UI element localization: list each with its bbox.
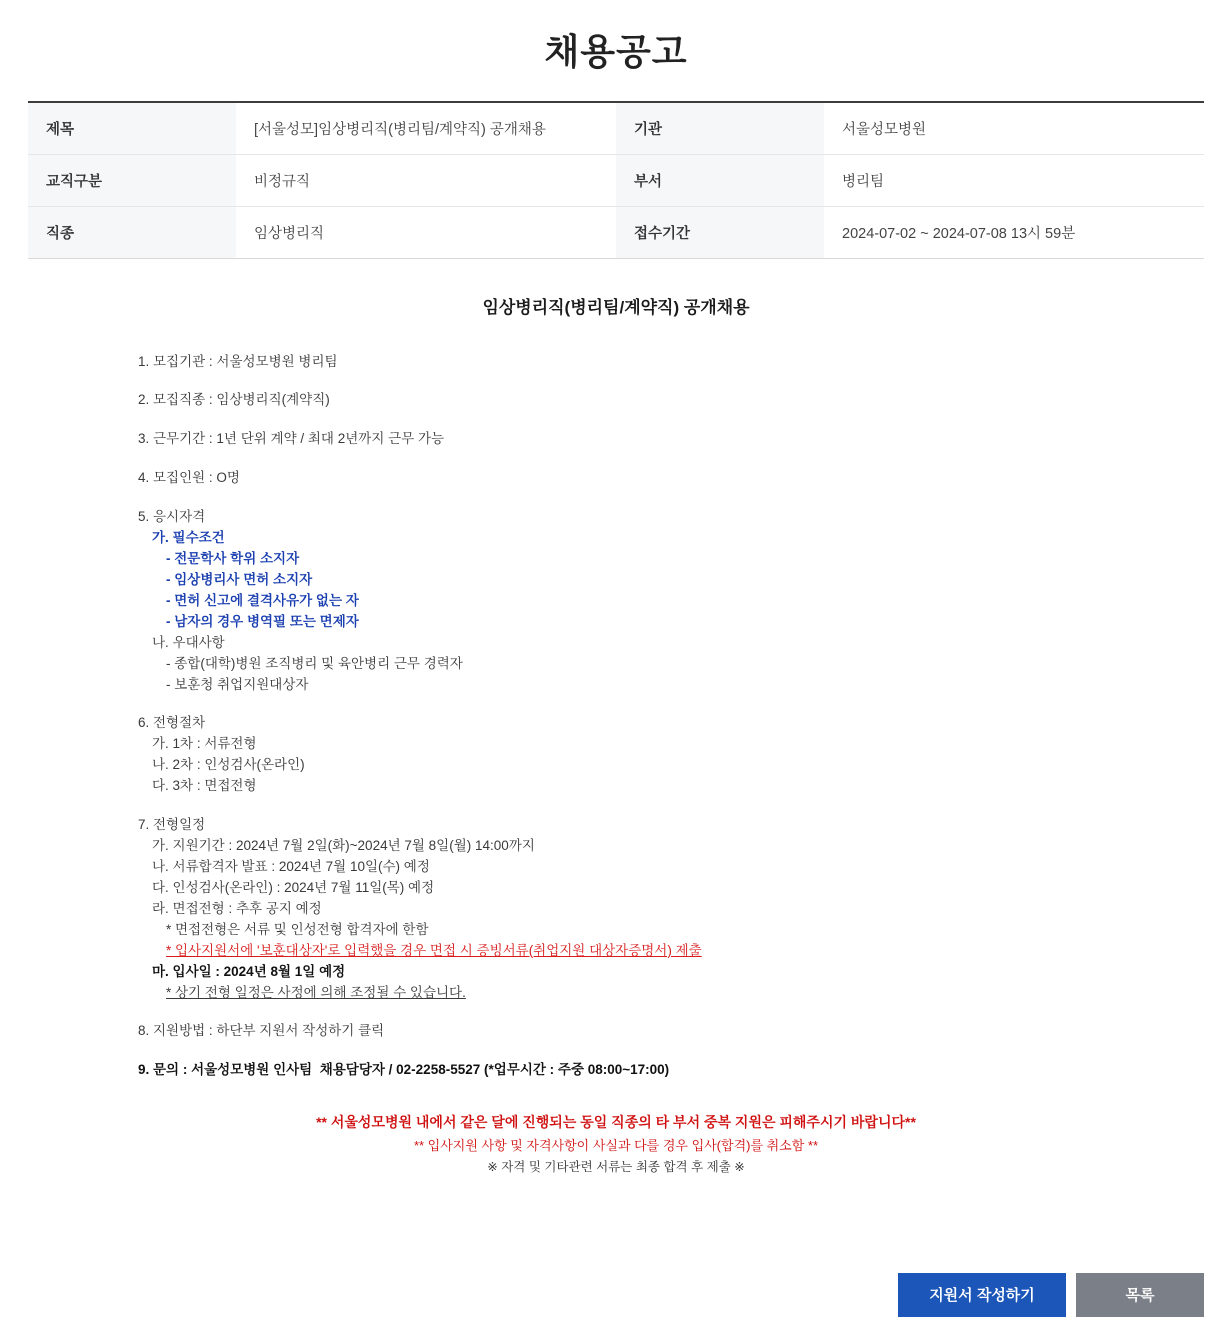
recruit-job-line: 2. 모집직종 : 임상병리직(계약직) [138,392,330,408]
schedule-application-period: 가. 지원기간 : 2024년 7월 2일(화)~2024년 7월 8일(월) 14:00까지 [152,838,535,854]
info-value-employment-type: 비정규직 [236,154,616,206]
notice-block [28,1081,1204,1178]
schedule-start-date: 마. 입사일 : 2024년 8월 1일 예정 [152,963,346,979]
qualification-required-3: - 면허 신고에 결격사유가 없는 자 [166,592,359,608]
footer-actions [898,1273,1204,1317]
schedule-interview: 라. 면접전형 : 추후 공지 예정 [152,900,322,916]
schedule-personality-test: 다. 인성검사(온라인) : 2024년 7월 11일(목) 예정 [152,879,435,895]
info-label-application-period: 접수기간 [616,206,824,258]
selection-process-2: 나. 2차 : 인성검사(온라인) [152,757,305,773]
info-value-institution: 서울성모병원 [824,102,1204,154]
schedule-change-note: * 상기 전형 일정은 사정에 의해 조정될 수 있습니다. [166,984,466,1000]
info-label-institution: 기관 [616,102,824,154]
qualification-heading: 5. 응시자격 [138,509,206,525]
info-value-job-category: 임상병리직 [254,225,325,242]
job-info-table [28,101,1204,259]
schedule-veteran-note: * 입사지원서에 '보훈대상자'로 입력했을 경우 면접 시 증빙서류(취업지원 대상자증명서) 제출 [166,942,702,958]
info-label-department: 부서 [616,154,824,206]
list-button[interactable]: 목록 [1076,1273,1204,1317]
content-heading: 임상병리직(병리팀/계약직) 공개채용 [482,297,750,317]
selection-process-1: 가. 1차 : 서류전형 [152,736,257,752]
qualification-preferred-2: - 보훈청 취업지원대상자 [166,676,309,692]
posting-content [28,259,1204,1179]
info-value-department: 병리팀 [824,154,1204,206]
info-label-employment-type: 교직구분 [28,154,236,206]
headcount-line: 4. 모집인원 : O명 [138,470,240,486]
recruit-institution-line: 1. 모집기관 : 서울성모병원 병리팀 [138,353,338,369]
schedule-heading: 7. 전형일정 [138,817,206,833]
qualification-required-heading: 가. 필수조건 [152,530,225,546]
qualification-required-4: - 남자의 경우 병역필 또는 면제자 [166,613,359,629]
qualification-preferred-1: - 종합(대학)병원 조직병리 및 육안병리 근무 경력자 [166,655,463,671]
apply-method-line: 8. 지원방법 : 하단부 지원서 작성하기 클릭 [138,1023,385,1039]
work-period-line: 3. 근무기간 : 1년 단위 계약 / 최대 2년까지 근무 가능 [138,431,445,447]
table-row [28,102,1204,154]
info-value-title: [서울성모]임상병리직(병리팀/계약직) 공개채용 [236,102,616,154]
table-row [28,206,1204,258]
info-label-title: 제목 [28,102,236,154]
info-value-application-period: 2024-07-02 ~ 2024-07-08 13시 59분 [842,225,1076,242]
qualification-required-1: - 전문학사 학위 소지자 [166,551,300,567]
apply-button[interactable]: 지원서 작성하기 [898,1273,1066,1317]
selection-process-heading: 6. 전형절차 [138,715,206,731]
table-row [28,154,1204,206]
page-title: 채용공고 [544,31,688,72]
qualification-preferred-heading: 나. 우대사항 [152,634,225,650]
posting-body [28,352,1204,1082]
info-label-job-category: 직종 [28,206,236,258]
qualification-required-2: - 임상병리사 면허 소지자 [166,571,313,587]
selection-process-3: 다. 3차 : 면접전형 [152,778,257,794]
notice-false-information: ** 입사지원 사항 및 자격사항이 사실과 다를 경우 입사(합격)를 취소함 ** [413,1138,819,1154]
contact-line: 9. 문의 : 서울성모병원 인사팀 채용담당자 / 02-2258-5527 (*업무시간 : 주중 08:00~17:00) [138,1062,670,1078]
schedule-document-result: 나. 서류합격자 발표 : 2024년 7월 10일(수) 예정 [152,859,430,875]
notice-duplicate-application: ** 서울성모병원 내에서 같은 달에 진행되는 동일 직종의 타 부서 중복 지원은 피해주시기 바랍니다** [316,1114,916,1131]
notice-documents-submission: ※ 자격 및 기타관련 서류는 최종 합격 후 제출 ※ [487,1160,745,1175]
schedule-interview-note: * 면접전형은 서류 및 인성전형 합격자에 한함 [166,921,429,937]
